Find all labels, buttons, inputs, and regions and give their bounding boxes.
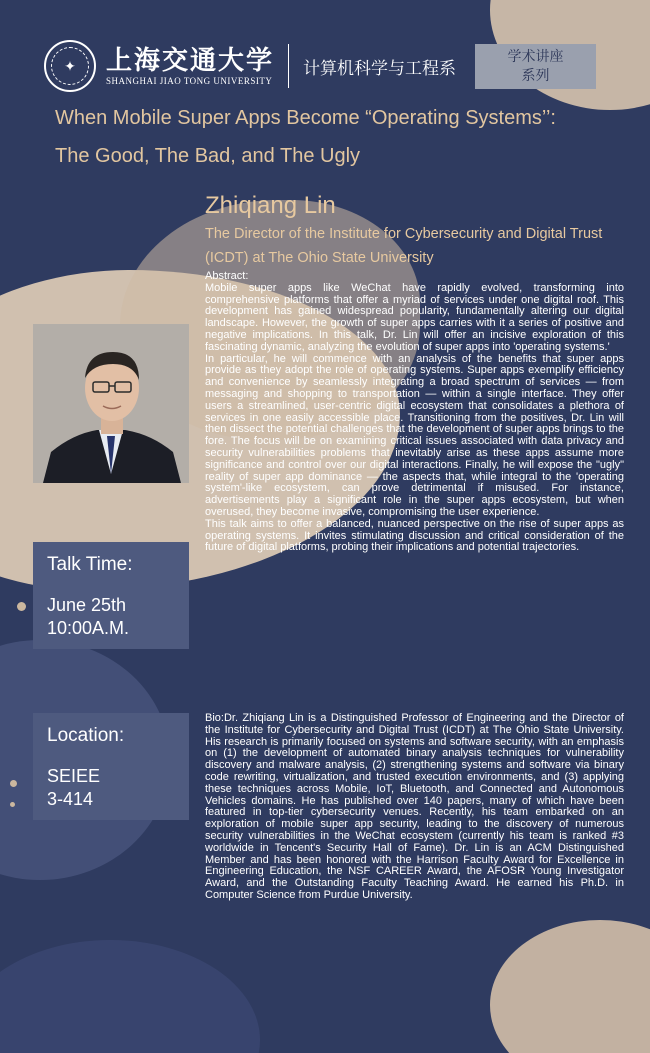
decorative-blob [490, 920, 650, 1053]
header [44, 38, 456, 94]
abstract-heading: Abstract: [205, 270, 249, 282]
speaker-portrait-icon [33, 324, 189, 483]
speaker-name: Zhiqiang Lin [205, 192, 336, 219]
series-line1: 学术讲座 [507, 49, 564, 65]
talk-title-line1: When Mobile Super Apps Become “Operating Systems’’: [55, 107, 556, 129]
location-building: SEIEE [47, 766, 101, 786]
abstract-paragraph: Mobile super apps like WeChat have rapidly evolved, transforming into comprehensive platforms that offer a myriad of services under one digital roof. This development has gained widespread popularity, fundamentally altering our digital landscape. However, the growth of super apps carries with it a series of positive and negative implications. In this talk, Dr. Lin will offer an incisive exploration of this fascinating dynamic, analyzing the evolution of super apps into 'operating systems.' [205, 281, 624, 353]
decorative-dot [10, 780, 17, 787]
decorative-dot [17, 602, 26, 611]
department-name: 计算机科学与工程系 [303, 58, 457, 79]
university-logo [106, 46, 274, 86]
talk-time-box [33, 542, 189, 649]
talk-title-line2: The Good, The Bad, and The Ugly [55, 145, 361, 167]
location-label: Location: [47, 725, 125, 746]
abstract-paragraph: In particular, he will commence with an analysis of the benefits that super apps provide as they adopt the role of operating systems. Super apps exemplify efficiency and convenience by seamlessly integrating a broad spectrum of services — from messaging and shopping to transportation — within a single interface. They offer users a streamlined, user-centric digital ecosystem that consolidates a plethora of services in one easily accessible place. Transitioning from the positives, Dr. Lin will then dissect the potential challenges that the development of super apps brings to the fore. The focus will be on examining critical issues associated with data privacy and security vulnerabilities problems that inevitably arise as these apps assume more significance and control over our digital interactions. Finally, he will expose the "ugly" reality of super app dominance — the aspects that, while integral to the 'operating system'-like ecosystem, can prove detrimental if misused. For instance, advertisements play a significant role in the super apps ecosystem, but when overused, they become invasive, compromising the user experience. [205, 352, 624, 518]
seal-center-icon: ✦ [51, 47, 89, 85]
university-name-cn: 上海交通大学 [106, 46, 275, 76]
series-badge [475, 44, 596, 89]
location-room: 3-414 [47, 789, 94, 809]
university-seal-icon [44, 40, 96, 92]
series-line2: 系列 [521, 68, 550, 84]
location-box [33, 713, 189, 820]
decorative-blob [0, 940, 260, 1053]
speaker-photo [33, 324, 189, 483]
talk-time: 10:00A.M. [47, 618, 130, 638]
speaker-title: The Director of the Institute for Cybersecurity and Digital Trust (ICDT) at The Ohio State University [205, 226, 603, 266]
talk-date: June 25th [47, 595, 127, 615]
abstract [205, 271, 624, 554]
abstract-paragraph: This talk aims to offer a balanced, nuanced perspective on the rise of super apps as operating systems. It invites stimulating discussion and critical consideration of the future of digital platforms, probing their implications and potential trajectories. [205, 517, 624, 554]
decorative-dot [10, 802, 15, 807]
header-divider [288, 44, 289, 88]
university-name-en: SHANGHAI JIAO TONG UNIVERSITY [106, 76, 273, 86]
talk-time-label: Talk Time: [47, 554, 133, 575]
speaker-bio: Bio:Dr. Zhiqiang Lin is a Distinguished Professor of Engineering and the Director of the Institute for Cybersecurity and Digital Trust (ICDT) at The Ohio State University. His research is primarily focused on systems and software security, with an emphasis on (1) the development of automated binary analysis techniques for vulnerability discovery and malware analysis, (2) strengthening systems and software via binary code rewriting, virtualization, and trusted execution environments, and (3) applying these techniques across Mobile, IoT, Bluetooth, and Connected and Autonomous Vehicles domains. He has published over 140 papers, many of which have been featured in top-tier cybersecurity venues. Recently, his team embarked on an exploration of mobile super app security, leading to the discovery of numerous security vulnerabilities in the WeChat ecosystem (currently his team is ranked #3 worldwide in Tencent's Security Hall of Fame). Dr. Lin is an ACM Distinguished Member and has been honored with the Harrison Faculty Award for Excellence in Engineering Education, the NSF CAREER Award, the AFOSR Young Investigator Award, and the Outstanding Faculty Teaching Award. He earned his Ph.D. in Computer Science from Purdue University. [205, 712, 624, 901]
